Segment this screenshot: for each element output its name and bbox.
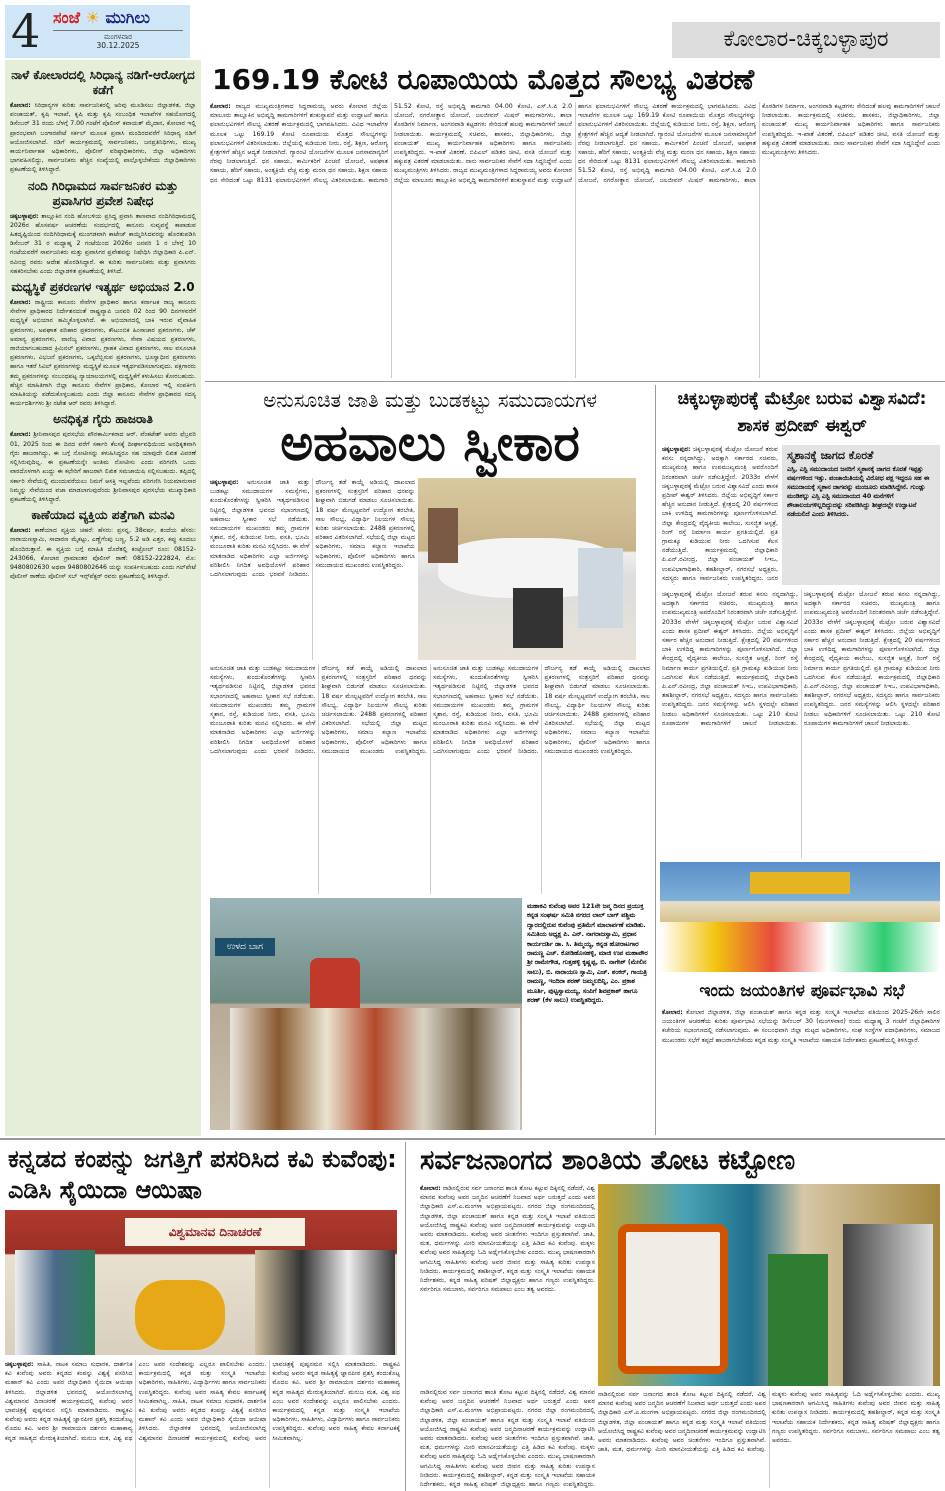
lead-body: [210, 102, 940, 378]
issue-day: ಮಂಗಳವಾರ: [53, 30, 183, 42]
divider: [205, 381, 945, 382]
photo-banner: ಉಳದ ಬಾಗ: [215, 938, 275, 956]
article-text: ಅನುಸೂಚಿತ ಜಾತಿ ಮತ್ತು ಬುಡಕಟ್ಟು ಸಮುದಾಯಗಳ ಸಮಸ್ಯೆಗಳು, ಕುಂದುಕೊರತೆಗಳನ್ನು ಸ್ವೀಕರಿಸಿ ಇತ್ಯರ್ಥಪಡಿಸುವ ನಿಟ್ಟಿನಲ್ಲಿ ಜಿಲ್ಲಾಡಳಿತ ಭವನದ ಸಭಾಂಗಣದಲ್ಲಿ ಅಹವಾಲು ಸ್ವೀಕಾರ ಸಭೆ ನಡೆಯಿತು. ಸಮುದಾಯಗಳ ಮುಖಂಡರು ತಮ್ಮ ಗ್ರಾಮಗಳ ಸ್ಮಶಾನ, ರಸ್ತೆ, ಕುಡಿಯುವ ನೀರು, ವಸತಿ, ಭೂಮಿ ಮಂಜೂರಾತಿ ಕುರಿತು ಮನವಿ ಸಲ್ಲಿಸಿದರು. ಈ ವೇಳೆ ಮಾತನಾಡಿದ ಅಧಿಕಾರಿಗಳು ಎಲ್ಲಾ ಅರ್ಜಿಗಳನ್ನು ಪರಿಶೀಲಿಸಿ ನಿಗದಿತ ಅವಧಿಯೊಳಗೆ ಪರಿಹಾರ ಒದಗಿಸಲಾಗುವುದು ಎಂದು ಭರವಸೆ ನೀಡಿದರು. ದೌರ್ಜನ್ಯ ತಡೆ ಕಾಯ್ದೆ ಅಡಿಯಲ್ಲಿ ದಾಖಲಾದ ಪ್ರಕರಣಗಳಲ್ಲಿ ಸಂತ್ರಸ್ತರಿಗೆ ಪರಿಹಾರ ಧನವನ್ನು ಶೀಘ್ರವಾಗಿ ಬಿಡುಗಡೆ ಮಾಡಲು ಸೂಚಿಸಲಾಯಿತು. 18 ವರ್ಷ ಮೇಲ್ಪಟ್ಟವರಿಗೆ ಉದ್ಯೋಗ ತರಬೇತಿ, ಸಾಲ ಸೌಲಭ್ಯ, ವಿದ್ಯಾರ್ಥಿ ನಿಲಯಗಳ ಸೌಲಭ್ಯ ಕುರಿತು ಚರ್ಚಿಸಲಾಯಿತು. 2488 ಪ್ರಕರಣಗಳಲ್ಲಿ ಪರಿಹಾರ ವಿತರಿಸಲಾಗಿದೆ. ಸಭೆಯಲ್ಲಿ ಜಿಲ್ಲಾ ಮಟ್ಟದ ಅಧಿಕಾರಿಗಳು, ಸಮಾಜ ಕಲ್ಯಾಣ ಇಲಾಖೆಯ ಅಧಿಕಾರಿಗಳು, ಪೊಲೀಸ್ ಅಧಿಕಾರಿಗಳು ಹಾಗೂ ಸಮುದಾಯದ ಮುಖಂಡರು ಉಪಸ್ಥಿತರಿದ್ದರು.: [210, 479, 415, 579]
brief-headline: ಅನಧಿಕೃತ ಗೈರು ಹಾಜರಾತಿ: [53, 412, 153, 427]
flowers-shape: [660, 922, 940, 972]
story6-body-continued: [598, 1390, 940, 1488]
person-shape: [578, 548, 623, 628]
sidebar-briefs: [5, 60, 201, 1136]
flowers-shape: [135, 1280, 225, 1350]
story6-body-continued: [420, 1388, 595, 1488]
box-headline: ಸ್ಮಶಾನಕ್ಕೆ ಜಾಗದ ಕೊರತೆ: [787, 449, 874, 462]
brief-text: ರಾಷ್ಟ್ರೀಯ ಕಾನೂನು ಸೇವೆಗಳ ಪ್ರಾಧಿಕಾರ ಹಾಗೂ ಕರ್ನಾಟಕ ರಾಜ್ಯ ಕಾನೂನು ಸೇವೆಗಳ ಪ್ರಾಧಿಕಾರದ ನಿರ್ದೇಶನದಂತೆ ರಾಷ್ಟ್ರವ್ಯಾಪಿ ಜನವರಿ 02 ರಿಂದ 90 ದಿನಗಳವರೆಗೆ ಮಧ್ಯಸ್ಥಿಕೆ ಅಭಿಯಾನ ಹಮ್ಮಿಕೊಳ್ಳಲಾಗಿದೆ. ಈ ಅಭಿಯಾನದಲ್ಲಿ ಬಾಕಿ ಇರುವ ವೈವಾಹಿಕ ಪ್ರಕರಣಗಳು, ಅಪಘಾತ ಪರಿಹಾರ ಪ್ರಕರಣಗಳು, ಕೌಟುಂಬಿಕ ಹಿಂಸಾಚಾರ ಪ್ರಕರಣಗಳು, ಚೆಕ್ ಅಮಾನ್ಯ ಪ್ರಕರಣಗಳು, ವಾಣಿಜ್ಯ ವಿವಾದ ಪ್ರಕರಣಗಳು, ಸೇವಾ ವಿಷಯದ ಪ್ರಕರಣಗಳು, ರಾಜಿಯಾಗಬಹುದಾದ ಕ್ರಿಮಿನಲ್ ಪ್ರಕರಣಗಳು, ಗ್ರಾಹಕ ವಿವಾದ ಪ್ರಕರಣಗಳು, ಸಾಲ ವಸೂಲಾತಿ ಪ್ರಕರಣಗಳು, ವಿಭಜನೆ ಪ್ರಕರಣಗಳು, ಒಕ್ಕಲೆಬ್ಬಿಸುವ ಪ್ರಕರಣಗಳು, ಭೂಸ್ವಾಧೀನ ಪ್ರಕರಣಗಳು ಹಾಗೂ ಇತರೆ ಸಿವಿಲ್ ಪ್ರಕರಣಗಳನ್ನು ಮಧ್ಯಸ್ಥಿಕೆ ಮೂಲಕ ಇತ್ಯರ್ಥಪಡಿಸಲಾಗುವುದು. ಪಕ್ಷಗಾರರು ತಮ್ಮ ಪ್ರಕರಣಗಳನ್ನು ಸಂಬಂಧಪಟ್ಟ ನ್ಯಾಯಾಲಯಗಳಲ್ಲಿ ಮಧ್ಯಸ್ಥಿಕೆಗೆ ಕಳುಹಿಸಲು ಕೋರಬಹುದು. ಹೆಚ್ಚಿನ ಮಾಹಿತಿಗಾಗಿ ಜಿಲ್ಲಾ ಕಾನೂನು ಸೇವೆಗಳ ಪ್ರಾಧಿಕಾರ, ಕೋಲಾರ ಇಲ್ಲಿ ಸಂಪರ್ಕಿಸಿ ಮಾಹಿತಿಯನ್ನು ಪಡೆದುಕೊಳ್ಳಬಹುದು ಎಂದು ಜಿಲ್ಲಾ ಕಾನೂನು ಸೇವೆಗಳ ಪ್ರಾಧಿಕಾರದ ಸದಸ್ಯ ಕಾರ್ಯದರ್ಶಿಗಳು ಶ್ರೀ ನಟೇಶ ಆರ್ ರವರು ತಿಳಿಸಿದ್ದಾರೆ.: [10, 299, 196, 408]
story5-body: [5, 1360, 400, 1488]
person-shape: [843, 1224, 933, 1386]
story6-headline: ಸರ್ವಜನಾಂಗದ ಶಾಂತಿಯ ತೋಟ ಕಟ್ಟೋಣ: [420, 1145, 796, 1176]
brief-headline: ಮಧ್ಯಸ್ಥಿಕೆ ಪ್ರಕರಣಗಳ ಇತ್ಯರ್ಥ ಅಭಿಯಾನ 2.0: [11, 280, 195, 295]
dateline: ಚಿಕ್ಕಬಳ್ಳಾಪುರ:: [662, 446, 691, 453]
brand-part2: ಮುಗಿಲು: [105, 8, 150, 27]
story2-body: [210, 478, 415, 660]
person-shape: [768, 1254, 828, 1386]
dateline: ಕೋಲಾರ:: [10, 299, 31, 307]
article-text: ನಾಡಿನಲ್ಲಿರುವ ಸರ್ವ ಜನಾಂಗದ ಶಾಂತಿ ತೋಟ ಕಟ್ಟುವ ದಿಕ್ಕಿನಲ್ಲಿ ನಡೆದರೆ, ವಿಶ್ವ ಮಾನವ ಕುವೆಂಪು ಅವರ ಜನ್ಮದಿನ ಆಚರಣೆಗೆ ನಿಜವಾದ ಅರ್ಥ ಬರುತ್ತದೆ ಎಂದು ಅಪರ ಜಿಲ್ಲಾಧಿಕಾರಿ ಎಸ್.ಎ.ಮಂಗಳಾ ಅಭಿಪ್ರಾಯಪಟ್ಟರು. ನಗರದ ಜಿಲ್ಲಾ ರಂಗಮಂದಿರದಲ್ಲಿ ಜಿಲ್ಲಾಡಳಿತ, ಜಿಲ್ಲಾ ಪಂಚಾಯತ್ ಹಾಗೂ ಕನ್ನಡ ಮತ್ತು ಸಂಸ್ಕೃತಿ ಇಲಾಖೆ ವತಿಯಿಂದ ಆಯೋಜಿಸಿದ್ದ ರಾಷ್ಟ್ರಕವಿ ಕುವೆಂಪು ಅವರ ಜನ್ಮದಿನಾಚರಣೆ ಕಾರ್ಯಕ್ರಮವನ್ನು ಉದ್ಘಾಟಿಸಿ ಅವರು ಮಾತನಾಡಿದರು. ಕುವೆಂಪು ಅವರ ಚಿಂತನೆಗಳು ಇಂದಿಗೂ ಪ್ರಸ್ತುತವಾಗಿವೆ. ಜಾತಿ, ಮತ, ಧರ್ಮಗಳನ್ನು ಮೀರಿ ಮಾನವೀಯತೆಯನ್ನು ಎತ್ತಿ ಹಿಡಿದ ಕವಿ ಕುವೆಂಪು. ಮಕ್ಕಳು ಕುವೆಂಪು ಅವರ ಸಾಹಿತ್ಯವನ್ನು ಓದಿ ಅರ್ಥೈಸಿಕೊಳ್ಳಬೇಕು ಎಂದರು. ಮುಖ್ಯ ಭಾಷಣಕಾರರಾಗಿ ಆಗಮಿಸಿದ್ದ ಸಾಹಿತಿಗಳು ಕುವೆಂಪು ಅವರ ಜೀವನ ಮತ್ತು ಸಾಹಿತ್ಯ ಕುರಿತು ಉಪನ್ಯಾಸ ನೀಡಿದರು. ಕಾರ್ಯಕ್ರಮದಲ್ಲಿ ತಹಶೀಲ್ದಾರ್, ಕನ್ನಡ ಮತ್ತು ಸಂಸ್ಕೃತಿ ಇಲಾಖೆಯ ಸಹಾಯಕ ನಿರ್ದೇಶಕರು, ಕನ್ನಡ ಸಾಹಿತ್ಯ ಪರಿಷತ್ ಜಿಲ್ಲಾಧ್ಯಕ್ಷರು ಹಾಗೂ ಗಣ್ಯರು ಉಪಸ್ಥಿತರಿದ್ದರು. ಸರ್ವರಿಗೂ ಸಮಬಾಳು, ಸರ್ವರಿಗೂ ಸಮಪಾಲು ಎಂಬ ತತ್ವ ಅವರದು.: [598, 1391, 940, 1454]
story4-headline: ಇಂದು ಜಯಂತಿಗಳ ಪೂರ್ವಭಾವಿ ಸಭೆ: [699, 981, 905, 1001]
metro-event-photo: [660, 862, 940, 972]
brief-text: ತಾಲ್ಲೂಕಿನ ನಂದಿ ಹೋಬಳಿಯ ಪ್ರಸಿದ್ಧ ಪ್ರವಾಸಿ ತಾಣವಾದ ನಂದಿಗಿರಿಧಾಮದಲ್ಲಿ 2026ರ ಹೊಸವರ್ಷ ಆಚರಣೆಯ ಸಂದರ್ಭದಲ್ಲಿ ಕಾನೂನು ಸುವ್ಯವಸ್ಥೆ ಕಾಪಾಡುವ ಹಿತದೃಷ್ಟಿಯಿಂದ ನಂದಿಗಿರಿಧಾಮಕ್ಕೆ ಮುಂಗಡವಾಗಿ ಕಾಟೇಜ್ ಕಾಯ್ದಿರಿಸಿದವರನ್ನು ಹೊರತುಪಡಿಸಿ ಡಿಸೆಂಬರ್ 31 ರ ಮಧ್ಯಾಹ್ನ 2 ಗಂಟೆಯಿಂದ 2026ರ ಜನವರಿ 1 ರ ಬೆಳಗ್ಗೆ 10 ಗಂಟೆಯವರೆಗೆ ಸಾರ್ವಜನಿಕರು ಮತ್ತು ಪ್ರವಾಸಿಗರ ಪ್ರವೇಶವನ್ನು ನಿಷೇಧಿಸಿ ಜಿಲ್ಲಾಧಿಕಾರಿ ಪಿ.ಎನ್. ರವೀಂದ್ರ ರವರು ಆದೇಶ ಹೊರಡಿಸಿದ್ದಾರೆ. ಈ ಕುರಿತು ಸಾರ್ವಜನಿಕರು ಮತ್ತು ಪ್ರವಾಸಿಗರು ಸಹಕರಿಸಬೇಕು ಎಂದು ಜಿಲ್ಲಾಡಳಿತ ಪ್ರಕಟಣೆಯಲ್ಲಿ ತಿಳಿಸಿದೆ.: [10, 212, 196, 275]
article-text: ಚಿಕ್ಕಬಳ್ಳಾಪುರಕ್ಕೆ ಮೆಟ್ರೋ ಯೋಜನೆ ತರುವ ಕನಸು ನನ್ನದಾಗಿದ್ದು, ಅದಕ್ಕಾಗಿ ಸರ್ಕಾರದ ಸಚಿವರು, ಮುಖ್ಯಮಂತ್ರಿ ಹಾಗೂ ಉಪಮುಖ್ಯಮಂತ್ರಿ ಅವರೊಂದಿಗೆ ನಿರಂತರವಾಗಿ ಚರ್ಚೆ ನಡೆಸುತ್ತಿದ್ದೇನೆ. 2033ರ ವೇಳೆಗೆ ಚಿಕ್ಕಬಳ್ಳಾಪುರಕ್ಕೆ ಮೆಟ್ರೋ ಬರುವ ವಿಶ್ವಾಸವಿದೆ ಎಂದು ಶಾಸಕ ಪ್ರದೀಪ್ ಈಶ್ವರ್ ತಿಳಿಸಿದರು. ಜಿಲ್ಲೆಯ ಅಭಿವೃದ್ಧಿಗೆ ಸರ್ಕಾರ ಹೆಚ್ಚಿನ ಅನುದಾನ ನೀಡುತ್ತಿದೆ. ಕ್ಷೇತ್ರದಲ್ಲಿ 20 ವರ್ಷಗಳಿಂದ ಬಾಕಿ ಉಳಿದಿದ್ದ ಕಾಮಗಾರಿಗಳನ್ನು ಪೂರ್ಣಗೊಳಿಸಲಾಗಿದೆ. ಜಿಲ್ಲಾ ಕೇಂದ್ರದಲ್ಲಿ ವೈದ್ಯಕೀಯ ಕಾಲೇಜು, ಸುಸಜ್ಜಿತ ಆಸ್ಪತ್ರೆ, ರಿಂಗ್ ರಸ್ತೆ ನಿರ್ಮಾಣ ಕಾರ್ಯ ಪ್ರಗತಿಯಲ್ಲಿದೆ. ಪ್ರತಿ ಗ್ರಾಮಕ್ಕೂ ಕುಡಿಯುವ ನೀರು ಒದಗಿಸುವ ಕೆಲಸ ನಡೆಯುತ್ತಿದೆ. ಕಾರ್ಯಕ್ರಮದಲ್ಲಿ ಜಿಲ್ಲಾಧಿಕಾರಿ ಪಿ.ಎನ್.ರವೀಂದ್ರ, ಜಿಲ್ಲಾ ಪಂಚಾಯತ್ ಸಿಇಒ, ಉಪವಿಭಾಗಾಧಿಕಾರಿ, ತಹಶೀಲ್ದಾರ್, ನಗರಸಭೆ ಅಧ್ಯಕ್ಷರು, ಸದಸ್ಯರು ಹಾಗೂ ಸಾರ್ವಜನಿಕರು ಉಪಸ್ಥಿತರಿದ್ದರು. ಜನರ ಸಮಸ್ಯೆಗಳನ್ನು ಆಲಿಸಿ ಸ್ಥಳದಲ್ಲೇ ಪರಿಹಾರ ನೀಡಲು ಅಧಿಕಾರಿಗಳಿಗೆ ಸೂಚಿಸಲಾಯಿತು. ಒಟ್ಟು 210 ಕೋಟಿ ರೂಪಾಯಿಗಳ ಕಾಮಗಾರಿಗಳಿಗೆ ಚಾಲನೆ ನೀಡಲಾಯಿತು.: [804, 591, 940, 727]
issue-date: 30.12.2025: [96, 41, 140, 50]
people-shape: [255, 1250, 395, 1355]
kuvempu-portrait-photo: [598, 1184, 940, 1386]
dateline: ಚಿಕ್ಕಬಳ್ಳಾಪುರ:: [10, 212, 39, 220]
brief-text: ಸಿರಿಧಾನ್ಯಗಳ ಕುರಿತು ಸಾರ್ವಜನಿಕರಲ್ಲಿ ಅರಿವು ಮೂಡಿಸಲು ಜಿಲ್ಲಾಡಳಿತ, ಜಿಲ್ಲಾ ಪಂಚಾಯತ್, ಕೃಷಿ ಇಲಾಖೆ, ಕೃಷಿ ಮತ್ತು ಕೃಷಿ ಸಂಬಂಧಿತ ಇಲಾಖೆಗಳ ಸಹಯೋಗದಲ್ಲಿ ಡಿಸೆಂಬರ್ 31 ರಂದು ಬೆಳಗ್ಗೆ 7.00 ಗಂಟೆಗೆ ಪೊಲೀಸ್ ಕವಾಯತ್ ಮೈದಾನ, ಕೋಲಾರ ಇಲ್ಲಿ ಪ್ರಾರಂಭವಾಗಿ ಬಂಗಾರಪೇಟೆ ಸರ್ಕಲ್ ಮೂಲಕ ಪ್ರವಾಸಿ ಮಂದಿರದವರೆಗೆ ಸಿರಿಧಾನ್ಯ ನಡಿಗೆ ಆಯೋಜಿಸಲಾಗಿದೆ. ನಡಿಗೆ ಕಾರ್ಯಕ್ರಮದಲ್ಲಿ ಸಾರ್ವಜನಿಕರು, ಜನಪ್ರತಿನಿಧಿಗಳು, ಮುಖ್ಯ ಕಾರ್ಯನಿರ್ವಾಹಕ ಅಧಿಕಾರಿಗಳು, ಪೊಲೀಸ್ ವರಿಷ್ಠಾಧಿಕಾರಿಗಳು, ಜಿಲ್ಲಾ ಅಧಿಕಾರಿಗಳು ಭಾಗವಹಿಸಲಿದ್ದು, ಸಾರ್ವಜನಿಕರು ಹೆಚ್ಚಿನ ಸಂಖ್ಯೆಯಲ್ಲಿ ಪಾಲ್ಗೊಳ್ಳಬೇಕೆಂದು ಜಿಲ್ಲಾಧಿಕಾರಿಗಳು ಪ್ರಕಟಣೆಯಲ್ಲಿ ತಿಳಿಸಿದ್ದಾರೆ.: [10, 102, 196, 174]
story3-body-continued: [662, 590, 940, 858]
people-shape: [15, 1250, 95, 1355]
story2-headline: ಅಹವಾಲು ಸ್ವೀಕಾರ: [280, 414, 580, 472]
dateline: ಕೋಲಾರ:: [420, 1185, 441, 1192]
divider: [405, 1142, 406, 1491]
article-text: ಚಿಕ್ಕಬಳ್ಳಾಪುರಕ್ಕೆ ಮೆಟ್ರೋ ಯೋಜನೆ ತರುವ ಕನಸು ನನ್ನದಾಗಿದ್ದು, ಅದಕ್ಕಾಗಿ ಸರ್ಕಾರದ ಸಚಿವರು, ಮುಖ್ಯಮಂತ್ರಿ ಹಾಗೂ ಉಪಮುಖ್ಯಮಂತ್ರಿ ಅವರೊಂದಿಗೆ ನಿರಂತರವಾಗಿ ಚರ್ಚೆ ನಡೆಸುತ್ತಿದ್ದೇನೆ. 2033ರ ವೇಳೆಗೆ ಚಿಕ್ಕಬಳ್ಳಾಪುರಕ್ಕೆ ಮೆಟ್ರೋ ಬರುವ ವಿಶ್ವಾಸವಿದೆ ಎಂದು ಶಾಸಕ ಪ್ರದೀಪ್ ಈಶ್ವರ್ ತಿಳಿಸಿದರು. ಜಿಲ್ಲೆಯ ಅಭಿವೃದ್ಧಿಗೆ ಸರ್ಕಾರ ಹೆಚ್ಚಿನ ಅನುದಾನ ನೀಡುತ್ತಿದೆ. ಕ್ಷೇತ್ರದಲ್ಲಿ 20 ವರ್ಷಗಳಿಂದ ಬಾಕಿ ಉಳಿದಿದ್ದ ಕಾಮಗಾರಿಗಳನ್ನು ಪೂರ್ಣಗೊಳಿಸಲಾಗಿದೆ. ಜಿಲ್ಲಾ ಕೇಂದ್ರದಲ್ಲಿ ವೈದ್ಯಕೀಯ ಕಾಲೇಜು, ಸುಸಜ್ಜಿತ ಆಸ್ಪತ್ರೆ, ರಿಂಗ್ ರಸ್ತೆ ನಿರ್ಮಾಣ ಕಾರ್ಯ ಪ್ರಗತಿಯಲ್ಲಿದೆ. ಪ್ರತಿ ಗ್ರಾಮಕ್ಕೂ ಕುಡಿಯುವ ನೀರು ಒದಗಿಸುವ ಕೆಲಸ ನಡೆಯುತ್ತಿದೆ. ಕಾರ್ಯಕ್ರಮದಲ್ಲಿ ಜಿಲ್ಲಾಧಿಕಾರಿ ಪಿ.ಎನ್.ರವೀಂದ್ರ, ಜಿಲ್ಲಾ ಪಂಚಾಯತ್ ಸಿಇಒ, ಉಪವಿಭಾಗಾಧಿಕಾರಿ, ತಹಶೀಲ್ದಾರ್, ನಗರಸಭೆ ಅಧ್ಯಕ್ಷರು, ಸದಸ್ಯರು ಹಾಗೂ ಸಾರ್ವಜನಿಕರು ಉಪಸ್ಥಿತರಿದ್ದರು. ಜನರ ಸಮಸ್ಯೆಗಳನ್ನು ಆಲಿಸಿ ಸ್ಥಳದಲ್ಲೇ ಪರಿಹಾರ ನೀಡಲು ಅಧಿಕಾರಿಗಳಿಗೆ ಸೂಚಿಸಲಾಯಿತು. ಒಟ್ಟು 210 ಕೋಟಿ ರೂಪಾಯಿಗಳ ಕಾಮಗಾರಿಗಳಿಗೆ ಚಾಲನೆ ನೀಡಲಾಯಿತು.: [662, 591, 798, 727]
story3-headline: ಚಿಕ್ಕಬಳ್ಳಾಪುರಕ್ಕೆ ಮೆಟ್ರೋ ಬರುವ ವಿಶ್ವಾಸವಿದೆ: ಶಾಸಕ ಪ್ರದೀಪ್ ಈಶ್ವರ್: [677, 389, 927, 436]
story5-headline: ಕನ್ನಡದ ಕಂಪನ್ನು ಜಗತ್ತಿಗೆ ಪಸರಿಸಿದ ಕವಿ ಕುವೆಂಪು: ಎಡಿಸಿ ಸೈಯಿದಾ ಆಯಿಷಾ: [8, 1145, 397, 1204]
brand-part1: ಸಂಜೆ: [53, 8, 80, 27]
dateline: ಕೋಲಾರ:: [10, 527, 31, 535]
section-label: ಕೋಲಾರ-ಚಿಕ್ಕಬಳ್ಳಾಪುರ: [672, 22, 940, 58]
kuvempu-statue-photo: [210, 898, 522, 1130]
story6-body: [420, 1184, 595, 1384]
divider: [0, 1138, 945, 1140]
story2-body-continued: [210, 664, 650, 894]
brief-body: [10, 101, 196, 175]
brief-body: [10, 298, 196, 408]
brief-text: ಕಾಣೆಯಾದ ವ್ಯಕ್ತಿಯ ಚಹರೆ: ಹೆಸರು: ಪ್ರಸನ್ನ, 38ವರ್ಷ, ತಂದೆಯ ಹೆಸರು: ನಾರಾಯಣಸ್ವಾಮಿ, ಸಾದಾರಣ ಮೈಕಟ್ಟು, ಎಣ್ಣೆಗೆಂಪು ಬಣ್ಣ, 5.2 ಅಡಿ ಎತ್ತರ, ಕಪ್ಪು ಕೂದಲು ಹೊಂದಿರುತ್ತಾನೆ. ಈ ವ್ಯಕ್ತಿಯ ಬಗ್ಗೆ ಮಾಹಿತಿ ದೊರೆತಲ್ಲಿ ಕಂಟ್ರೋಲ್ ರೂಂ: 08152-243066, ಕೋಲಾರ ಗ್ರಾಮಾಂತರ ಪೊಲೀಸ್ ಠಾಣೆ: 08152-222824, ಮೊ: 9480802630 ಅಥವಾ 9480802646 ಯನ್ನು ಸಂಪರ್ಕಿಸಬಹುದು ಎಂದು ಗಲ್‌ಪೇಟೆ ಪೊಲೀಸ್ ಠಾಣೆಯ ಪೊಲೀಸ್ ಸಬ್ ಇನ್ಸ್‌ಪೆಕ್ಟರ್ ರವರು ಪ್ರಕಟಣೆಯಲ್ಲಿ ತಿಳಿಸಿದ್ದಾರೆ.: [10, 527, 196, 581]
article-text: ಕೋಲಾರ ಜಿಲ್ಲಾಡಳಿತ, ಜಿಲ್ಲಾ ಪಂಚಾಯತ್ ಹಾಗೂ ಕನ್ನಡ ಮತ್ತು ಸಂಸ್ಕೃತಿ ಇಲಾಖೆಯ ವತಿಯಿಂದ 2025-26ನೇ ಸಾಲಿನ ಜಯಂತಿಗಳ ಆಚರಣೆಯ ಕುರಿತು ಪೂರ್ವಭಾವಿ ಸಭೆಯನ್ನು ಡಿಸೆಂಬರ್ 30 (ಮಂಗಳವಾರ) ರಂದು ಮಧ್ಯಾಹ್ನ 3 ಗಂಟೆಗೆ ಜಿಲ್ಲಾಧಿಕಾರಿಗಳ ಕಚೇರಿಯ ಸಭಾಂಗಣದಲ್ಲಿ ನಡೆಸಲಾಗುವುದು. ಈ ಸಂಬಂಧವಾಗಿ ಜಿಲ್ಲಾ ಮಟ್ಟದ ಅಧಿಕಾರಿಗಳು, ಸಂಘ ಸಂಸ್ಥೆಗಳ ಪದಾಧಿಕಾರಿಗಳು, ಸಮಾಜದ ಮುಖಂಡರು ಸಭೆಗೆ ತಪ್ಪದೆ ಹಾಜರಾಗಬೇಕೆಂದು ಕನ್ನಡ ಮತ್ತು ಸಂಸ್ಕೃತಿ ಇಲಾಖೆಯ ಸಹಾಯಕ ನಿರ್ದೇಶಕರು ಪ್ರಕಟಣೆಯಲ್ಲಿ ತಿಳಿಸಿದ್ದಾರೆ.: [662, 1009, 940, 1044]
lead-headline: 169.19 ಕೋಟಿ ರೂಪಾಯಿಯ ಮೊತ್ತದ ಸೌಲಭ್ಯ ವಿತರಣೆ: [212, 63, 755, 96]
people-shape: [230, 1008, 520, 1130]
story4-body: [662, 1008, 940, 1134]
article-text: ರಾಜ್ಯದ ಮುಖ್ಯಮಂತ್ರಿಗಳಾದ ಸಿದ್ದರಾಮಯ್ಯ ಅವರು ಕೋಲಾರ ಜಿಲ್ಲೆಯ ಮಾಲೂರು ತಾಲ್ಲೂಕಿನ ಅಭಿವೃದ್ಧಿ ಕಾಮಗಾರಿಗಳಿಗೆ ಶಂಕುಸ್ಥಾಪನೆ ಮತ್ತು ಉದ್ಘಾಟನೆ ಹಾಗೂ ಫಲಾನುಭವಿಗಳಿಗೆ ಸೌಲಭ್ಯ ವಿತರಣೆ ಕಾರ್ಯಕ್ರಮದಲ್ಲಿ ಭಾಗವಹಿಸಿದರು. ವಿವಿಧ ಇಲಾಖೆಗಳ ಮೂಲಕ ಒಟ್ಟು 169.19 ಕೋಟಿ ರೂಪಾಯಿಯ ಮೊತ್ತದ ಸೌಲಭ್ಯಗಳನ್ನು ಫಲಾನುಭವಿಗಳಿಗೆ ವಿತರಿಸಲಾಯಿತು. ಜಿಲ್ಲೆಯಲ್ಲಿ ಕುಡಿಯುವ ನೀರು, ರಸ್ತೆ, ಶಿಕ್ಷಣ, ಆರೋಗ್ಯ ಕ್ಷೇತ್ರಗಳಿಗೆ ಹೆಚ್ಚಿನ ಆದ್ಯತೆ ನೀಡಲಾಗಿದೆ. ಗ್ಯಾರಂಟಿ ಯೋಜನೆಗಳ ಮೂಲಕ ಜನಸಾಮಾನ್ಯರಿಗೆ ನೆರವು ನೀಡಲಾಗುತ್ತಿದೆ. ಧನ ಸಹಾಯ, ಕಾರ್ಮಿಕರಿಗೆ ಪಿಂಚಣಿ ಯೋಜನೆ, ಅಪಘಾತ ಸಹಾಯ, ಹೆರಿಗೆ ಸಹಾಯ, ಅಂತ್ಯಕ್ರಿಯೆ ವೆಚ್ಚ ಮತ್ತು ಮರಣ ಧನ ಸಹಾಯ, ಶಿಕ್ಷಣ ಸಹಾಯ ಧನ ಸೇರಿದಂತೆ ಒಟ್ಟು 8131 ಫಲಾನುಭವಿಗಳಿಗೆ ಸೌಲಭ್ಯ ವಿತರಿಸಲಾಯಿತು. ಕಾಮಗಾರಿ 51.52 ಕೋಟಿ, ರಸ್ತೆ ಅಭಿವೃದ್ಧಿ ಕಾಮಗಾರಿ 04.00 ಕೋಟಿ, ಎಸ್.ಸಿ.ಪಿ 2.0 ಯೋಜನೆ, ನಗರೋತ್ಥಾನ ಯೋಜನೆ, ಜಲಜೀವನ್ ಮಿಷನ್ ಕಾಮಗಾರಿಗಳು, ಶಾಲಾ ಕೊಠಡಿಗಳ ನಿರ್ಮಾಣ, ಅಂಗನವಾಡಿ ಕಟ್ಟಡಗಳು ಸೇರಿದಂತೆ ಹಲವು ಕಾಮಗಾರಿಗಳಿಗೆ ಚಾಲನೆ ನೀಡಲಾಯಿತು. ಕಾರ್ಯಕ್ರಮದಲ್ಲಿ ಸಚಿವರು, ಶಾಸಕರು, ಜಿಲ್ಲಾಧಿಕಾರಿಗಳು, ಜಿಲ್ಲಾ ಪಂಚಾಯತ್ ಮುಖ್ಯ ಕಾರ್ಯನಿರ್ವಾಹಕ ಅಧಿಕಾರಿಗಳು ಹಾಗೂ ಸಾರ್ವಜನಿಕರು ಉಪಸ್ಥಿತರಿದ್ದರು. ಇ-ಖಾತೆ ವಿತರಣೆ, ಬಿಪಿಎಲ್ ಪಡಿತರ ಚೀಟಿ, ವಸತಿ ಯೋಜನೆ ಮತ್ತು ಹಕ್ಕುಪತ್ರ ವಿತರಣೆ ಮಾಡಲಾಯಿತು. ನಾನು ಸಾರ್ವಜನಿಕರ ಸೇವೆಗೆ ಸದಾ ಸಿದ್ಧನಿದ್ದೇನೆ ಎಂದು ಮುಖ್ಯಮಂತ್ರಿಗಳು ತಿಳಿಸಿದರು.: [210, 103, 572, 184]
brief-text: ಶ್ರೀನಿವಾಸಪುರ ಪುರಸಭೆಯ ಪೌರಕಾರ್ಮಿಕರಾದ ಆರ್. ವೆಂಕಟೇಶ್ ಅವರು ಫೆಬ್ರವರಿ 01, 2025 ರಿಂದ ಈ ದಿನದ ವರೆಗೆ ಸರ್ಕಾರಿ ಕೆಲಸಕ್ಕೆ ದೀರ್ಘಾವಧಿಯಿಂದ ಅನಧಿಕೃತವಾಗಿ ಗೈರು ಹಾಜರಾಗಿದ್ದು, ಈ ಬಗ್ಗೆ ನೋಟೀಸನ್ನು ಕಳುಹಿಸಿದ್ದರೂ ಸಹ ಯಾವುದೇ ಲಿಖಿತ ವಿವರಣೆ ಸಲ್ಲಿಸಿರುವುದಿಲ್ಲ. ಈ ಪ್ರಕಟಣೆಯನ್ನೇ ಅಂತಿಮ ನೋಟೀಸು ಎಂದು ಪರಿಗಣಿಸಿ ಒಂದು ವಾರದೊಳಗಾಗಿ ಖುದ್ದು ಈ ಕಛೇರಿಗೆ ಹಾಜರಾಗಿ ಲಿಖಿತ ಸಮಜಾಯಿಷಿ ಸಲ್ಲಿಸಬಹುದು. ತಪ್ಪಿದಲ್ಲಿ ಸರ್ಕಾರಿ ಸೇವೆಯಲ್ಲಿ ಮುಂದುವರೆಯಲು ನಿಮಗೆ ಆಸಕ್ತಿ ಇಲ್ಲವೆಂದು ಪರಿಗಣಿಸಿ ನಿಯಮಾನುಸಾರ ನಿಮ್ಮನ್ನು ಸೇವೆಯಿಂದ ವಜಾ ಮಾಡಲಾಗುವುದೆಂದು ಶ್ರೀನಿವಾಸಪುರ ಪುರಸಭೆಯ ಮುಖ್ಯಾಧಿಕಾರಿ ಪ್ರಕಟಣೆಯಲ್ಲಿ ತಿಳಿಸಿದ್ದಾರೆ.: [10, 431, 196, 503]
kuvempu-day-photo: [5, 1210, 397, 1355]
dateline: ಚಿಕ್ಕಬಳ್ಳಾಪುರ:: [5, 1361, 34, 1368]
box-text: ಎಸ್ಸಿ, ಎಸ್ಟಿ ಸಮುದಾಯದ ಜನರಿಗೆ ಸ್ಮಶಾನಕ್ಕೆ ಜಾಗದ ಕೊರತೆ ಇಪ್ಪತ್ತು ವರ್ಷಗಳಿಂದ ಇತ್ತು. ಪಂಚಾಯಿತಿಯಲ್ಲಿ ವಿರೋಧ ಪಕ್ಷ ಇದ್ದರೂ ಸಹ ಈ ಸಮುದಾಯಕ್ಕೆ ಸ್ಮಶಾನ ಜಾಗವನ್ನು ಮಂಜೂರು ಮಾಡಿಸಿದ್ದೇನೆ. ಗುಂಡ್ಲು ಮಂಡಿಕಲ್ಲು ಎಸ್ಸಿ ಎಸ್ಟಿ ಸಮುದಾಯದ 40 ಮನೆಗಳಿಗೆ ಶೌಚಾಲಯಗಳಿಲ್ಲದಿದ್ದುದನ್ನು ಸರಿಪಡಿಸಿದ್ದು ಶೀಘ್ರದಲ್ಲೇ ಉದ್ಘಾಟನೆ ನಡೆಯಲಿದೆ ಎಂದು ತಿಳಿಸಿದರು.: [787, 466, 930, 518]
story2-kicker: ಅನುಸೂಚಿತ ಜಾತಿ ಮತ್ತು ಬುಡಕಟ್ಟು ಸಮುದಾಯಗಳ: [263, 388, 597, 412]
event-banner: ವಿಶ್ವಮಾನವ ದಿನಾಚರಣೆ: [125, 1218, 305, 1246]
story3-body: [662, 445, 778, 585]
masthead-logo: [5, 5, 190, 58]
brief-headline: ನಂದಿ ಗಿರಿಧಾಮದ ಸಾರ್ವಜನಿಕರ ಮತ್ತು ಪ್ರವಾಸಿಗರ ಪ್ರವೇಶ ನಿಷೇಧ: [28, 178, 178, 208]
brief-headline: ಕಾಣೆಯಾದ ವ್ಯಕ್ತಿಯ ಪತ್ತೆಗಾಗಿ ಮನವಿ: [31, 508, 175, 523]
dateline: ಚಿಕ್ಕಬಳ್ಳಾಪುರ:: [210, 479, 239, 486]
article-text: ಅನುಸೂಚಿತ ಜಾತಿ ಮತ್ತು ಬುಡಕಟ್ಟು ಸಮುದಾಯಗಳ ಸಮಸ್ಯೆಗಳು, ಕುಂದುಕೊರತೆಗಳನ್ನು ಸ್ವೀಕರಿಸಿ ಇತ್ಯರ್ಥಪಡಿಸುವ ನಿಟ್ಟಿನಲ್ಲಿ ಜಿಲ್ಲಾಡಳಿತ ಭವನದ ಸಭಾಂಗಣದಲ್ಲಿ ಅಹವಾಲು ಸ್ವೀಕಾರ ಸಭೆ ನಡೆಯಿತು. ಸಮುದಾಯಗಳ ಮುಖಂಡರು ತಮ್ಮ ಗ್ರಾಮಗಳ ಸ್ಮಶಾನ, ರಸ್ತೆ, ಕುಡಿಯುವ ನೀರು, ವಸತಿ, ಭೂಮಿ ಮಂಜೂರಾತಿ ಕುರಿತು ಮನವಿ ಸಲ್ಲಿಸಿದರು. ಈ ವೇಳೆ ಮಾತನಾಡಿದ ಅಧಿಕಾರಿಗಳು ಎಲ್ಲಾ ಅರ್ಜಿಗಳನ್ನು ಪರಿಶೀಲಿಸಿ ನಿಗದಿತ ಅವಧಿಯೊಳಗೆ ಪರಿಹಾರ ಒದಗಿಸಲಾಗುವುದು ಎಂದು ಭರವಸೆ ನೀಡಿದರು. ದೌರ್ಜನ್ಯ ತಡೆ ಕಾಯ್ದೆ ಅಡಿಯಲ್ಲಿ ದಾಖಲಾದ ಪ್ರಕರಣಗಳಲ್ಲಿ ಸಂತ್ರಸ್ತರಿಗೆ ಪರಿಹಾರ ಧನವನ್ನು ಶೀಘ್ರವಾಗಿ ಬಿಡುಗಡೆ ಮಾಡಲು ಸೂಚಿಸಲಾಯಿತು. 18 ವರ್ಷ ಮೇಲ್ಪಟ್ಟವರಿಗೆ ಉದ್ಯೋಗ ತರಬೇತಿ, ಸಾಲ ಸೌಲಭ್ಯ, ವಿದ್ಯಾರ್ಥಿ ನಿಲಯಗಳ ಸೌಲಭ್ಯ ಕುರಿತು ಚರ್ಚಿಸಲಾಯಿತು. 2488 ಪ್ರಕರಣಗಳಲ್ಲಿ ಪರಿಹಾರ ವಿತರಿಸಲಾಗಿದೆ. ಸಭೆಯಲ್ಲಿ ಜಿಲ್ಲಾ ಮಟ್ಟದ ಅಧಿಕಾರಿಗಳು, ಸಮಾಜ ಕಲ್ಯಾಣ ಇಲಾಖೆಯ ಅಧಿಕಾರಿಗಳು, ಪೊಲೀಸ್ ಅಧಿಕಾರಿಗಳು ಹಾಗೂ ಸಮುದಾಯದ ಮುಖಂಡರು ಉಪಸ್ಥಿತರಿದ್ದರು.: [433, 665, 650, 755]
article-text: ನಾಡಿನಲ್ಲಿರುವ ಸರ್ವ ಜನಾಂಗದ ಶಾಂತಿ ತೋಟ ಕಟ್ಟುವ ದಿಕ್ಕಿನಲ್ಲಿ ನಡೆದರೆ, ವಿಶ್ವ ಮಾನವ ಕುವೆಂಪು ಅವರ ಜನ್ಮದಿನ ಆಚರಣೆಗೆ ನಿಜವಾದ ಅರ್ಥ ಬರುತ್ತದೆ ಎಂದು ಅಪರ ಜಿಲ್ಲಾಧಿಕಾರಿ ಎಸ್.ಎ.ಮಂಗಳಾ ಅಭಿಪ್ರಾಯಪಟ್ಟರು. ನಗರದ ಜಿಲ್ಲಾ ರಂಗಮಂದಿರದಲ್ಲಿ ಜಿಲ್ಲಾಡಳಿತ, ಜಿಲ್ಲಾ ಪಂಚಾಯತ್ ಹಾಗೂ ಕನ್ನಡ ಮತ್ತು ಸಂಸ್ಕೃತಿ ಇಲಾಖೆ ವತಿಯಿಂದ ಆಯೋಜಿಸಿದ್ದ ರಾಷ್ಟ್ರಕವಿ ಕುವೆಂಪು ಅವರ ಜನ್ಮದಿನಾಚರಣೆ ಕಾರ್ಯಕ್ರಮವನ್ನು ಉದ್ಘಾಟಿಸಿ ಅವರು ಮಾತನಾಡಿದರು. ಕುವೆಂಪು ಅವರ ಚಿಂತನೆಗಳು ಇಂದಿಗೂ ಪ್ರಸ್ತುತವಾಗಿವೆ. ಜಾತಿ, ಮತ, ಧರ್ಮಗಳನ್ನು ಮೀರಿ ಮಾನವೀಯತೆಯನ್ನು ಎತ್ತಿ ಹಿಡಿದ ಕವಿ ಕುವೆಂಪು. ಮಕ್ಕಳು ಕುವೆಂಪು ಅವರ ಸಾಹಿತ್ಯವನ್ನು ಓದಿ ಅರ್ಥೈಸಿಕೊಳ್ಳಬೇಕು ಎಂದರು. ಮುಖ್ಯ ಭಾಷಣಕಾರರಾಗಿ ಆಗಮಿಸಿದ್ದ ಸಾಹಿತಿಗಳು ಕುವೆಂಪು ಅವರ ಜೀವನ ಮತ್ತು ಸಾಹಿತ್ಯ ಕುರಿತು ಉಪನ್ಯಾಸ ನೀಡಿದರು. ಕಾರ್ಯಕ್ರಮದಲ್ಲಿ ತಹಶೀಲ್ದಾರ್, ಕನ್ನಡ ಮತ್ತು ಸಂಸ್ಕೃತಿ ಇಲಾಖೆಯ ಸಹಾಯಕ ನಿರ್ದೇಶಕರು, ಕನ್ನಡ ಸಾಹಿತ್ಯ ಪರಿಷತ್ ಜಿಲ್ಲಾಧ್ಯಕ್ಷರು ಹಾಗೂ ಗಣ್ಯರು ಉಪಸ್ಥಿತರಿದ್ದರು. ಸರ್ವರಿಗೂ ಸಮಬಾಳು, ಸರ್ವರಿಗೂ ಸಮಪಾಲು ಎಂಬ ತತ್ವ ಅವರದು.: [420, 1185, 595, 1294]
sun-icon: ☀: [85, 8, 100, 27]
brief-headline: ನಾಳೆ ಕೋಲಾರದಲ್ಲಿ ಸಿರಿಧಾನ್ಯ ನಡಿಗೆ-ಆರೋಗ್ಯದ ಕಡೆಗೆ: [11, 68, 195, 97]
page-number: 4: [11, 4, 41, 58]
dateline: ಕೋಲಾರ:: [10, 431, 31, 439]
brief-body: [10, 526, 196, 581]
meeting-photo: [418, 478, 636, 660]
photo-caption: ಮಹಾಕವಿ ಕುವೆಂಪು ಅವರ 121ನೇ ಜನ್ಮ ದಿನದ ಪ್ರಯುಕ್ತ ಕನ್ನಡ ಸಂಘರ್ಷ ಸಮಿತಿ ನಗರದ ಲಾಲ್ ಬಾಗ್ ಪಶ್ಚಿಮ ದ್ವಾರದಲ್ಲಿರುವ ಕುವೆಂಪು ಪ್ರತಿಮೆಗೆ ಮಾಲಾರ್ಪಣೆ ಮಾಡಿತು. ಸಮಿತಿಯ ಅಧ್ಯಕ್ಷ ಪಿ. ಎನ್. ನಾಗರಾಜಸ್ವಾಮಿ, ಪ್ರಧಾನ ಕಾರ್ಯದರ್ಶಿ ಡಾ. ಸಿ. ತಿಮ್ಮಯ್ಯ, ಕನ್ನಡ ಹೋರಾಟಗಾರ ರಾಮಣ್ಣ ಎಚ್. ಕೋಡಿಹೊಸಹಳ್ಳಿ, ಮಾಜಿ ಉಪ ಮಹಾಪೌರ ಶ್ರೀ ರಾಮೇಗೌಡ, ಗುತ್ತಹಳ್ಳಿ ಕೃಷ್ಣಪ್ಪ, ಬಿ. ನಾಗೇಶ್ (ಮೇಲಿನ ಸಾಲು), ಬಿ. ನಾರಾಯಣ ಸ್ವಾಮಿ, ಎಚ್. ಶಂಕರ್, ಗಾಯತ್ರಿ ರಾಮಣ್ಣ, ಇಂದಿರಾ ಶರಣ್ ಜಮ್ಮಲದಿನ್ನಿ, ಎಂ. ಪ್ರಕಾಶ ಮೂರ್ತಿ, ಪುಟ್ಟಸ್ವಾಮಯ್ಯ, ಸಂಪಿಗೆ ಶಿವಪ್ರಕಾಶ್ ಹಾಗೂ ಶರಣ್ (ಕೆಳ ಸಾಲು) ಉಪಸ್ಥಿತರಿದ್ದರು.: [527, 903, 648, 1005]
brief-body: [10, 212, 196, 276]
portrait-frame: [618, 1224, 728, 1374]
person-shape: [428, 508, 458, 563]
article-text: ಅನುಸೂಚಿತ ಜಾತಿ ಮತ್ತು ಬುಡಕಟ್ಟು ಸಮುದಾಯಗಳ ಸಮಸ್ಯೆಗಳು, ಕುಂದುಕೊರತೆಗಳನ್ನು ಸ್ವೀಕರಿಸಿ ಇತ್ಯರ್ಥಪಡಿಸುವ ನಿಟ್ಟಿನಲ್ಲಿ ಜಿಲ್ಲಾಡಳಿತ ಭವನದ ಸಭಾಂಗಣದಲ್ಲಿ ಅಹವಾಲು ಸ್ವೀಕಾರ ಸಭೆ ನಡೆಯಿತು. ಸಮುದಾಯಗಳ ಮುಖಂಡರು ತಮ್ಮ ಗ್ರಾಮಗಳ ಸ್ಮಶಾನ, ರಸ್ತೆ, ಕುಡಿಯುವ ನೀರು, ವಸತಿ, ಭೂಮಿ ಮಂಜೂರಾತಿ ಕುರಿತು ಮನವಿ ಸಲ್ಲಿಸಿದರು. ಈ ವೇಳೆ ಮಾತನಾಡಿದ ಅಧಿಕಾರಿಗಳು ಎಲ್ಲಾ ಅರ್ಜಿಗಳನ್ನು ಪರಿಶೀಲಿಸಿ ನಿಗದಿತ ಅವಧಿಯೊಳಗೆ ಪರಿಹಾರ ಒದಗಿಸಲಾಗುವುದು ಎಂದು ಭರವಸೆ ನೀಡಿದರು. ದೌರ್ಜನ್ಯ ತಡೆ ಕಾಯ್ದೆ ಅಡಿಯಲ್ಲಿ ದಾಖಲಾದ ಪ್ರಕರಣಗಳಲ್ಲಿ ಸಂತ್ರಸ್ತರಿಗೆ ಪರಿಹಾರ ಧನವನ್ನು ಶೀಘ್ರವಾಗಿ ಬಿಡುಗಡೆ ಮಾಡಲು ಸೂಚಿಸಲಾಯಿತು. 18 ವರ್ಷ ಮೇಲ್ಪಟ್ಟವರಿಗೆ ಉದ್ಯೋಗ ತರಬೇತಿ, ಸಾಲ ಸೌಲಭ್ಯ, ವಿದ್ಯಾರ್ಥಿ ನಿಲಯಗಳ ಸೌಲಭ್ಯ ಕುರಿತು ಚರ್ಚಿಸಲಾಯಿತು. 2488 ಪ್ರಕರಣಗಳಲ್ಲಿ ಪರಿಹಾರ ವಿತರಿಸಲಾಗಿದೆ. ಸಭೆಯಲ್ಲಿ ಜಿಲ್ಲಾ ಮಟ್ಟದ ಅಧಿಕಾರಿಗಳು, ಸಮಾಜ ಕಲ್ಯಾಣ ಇಲಾಖೆಯ ಅಧಿಕಾರಿಗಳು, ಪೊಲೀಸ್ ಅಧಿಕಾರಿಗಳು ಹಾಗೂ ಸಮುದಾಯದ ಮುಖಂಡರು ಉಪಸ್ಥಿತರಿದ್ದರು.: [210, 665, 427, 755]
article-text: ನಾಡಿನಲ್ಲಿರುವ ಸರ್ವ ಜನಾಂಗದ ಶಾಂತಿ ತೋಟ ಕಟ್ಟುವ ದಿಕ್ಕಿನಲ್ಲಿ ನಡೆದರೆ, ವಿಶ್ವ ಮಾನವ ಕುವೆಂಪು ಅವರ ಜನ್ಮದಿನ ಆಚರಣೆಗೆ ನಿಜವಾದ ಅರ್ಥ ಬರುತ್ತದೆ ಎಂದು ಅಪರ ಜಿಲ್ಲಾಧಿಕಾರಿ ಎಸ್.ಎ.ಮಂಗಳಾ ಅಭಿಪ್ರಾಯಪಟ್ಟರು. ನಗರದ ಜಿಲ್ಲಾ ರಂಗಮಂದಿರದಲ್ಲಿ ಜಿಲ್ಲಾಡಳಿತ, ಜಿಲ್ಲಾ ಪಂಚಾಯತ್ ಹಾಗೂ ಕನ್ನಡ ಮತ್ತು ಸಂಸ್ಕೃತಿ ಇಲಾಖೆ ವತಿಯಿಂದ ಆಯೋಜಿಸಿದ್ದ ರಾಷ್ಟ್ರಕವಿ ಕುವೆಂಪು ಅವರ ಜನ್ಮದಿನಾಚರಣೆ ಕಾರ್ಯಕ್ರಮವನ್ನು ಉದ್ಘಾಟಿಸಿ ಅವರು ಮಾತನಾಡಿದರು. ಕುವೆಂಪು ಅವರ ಚಿಂತನೆಗಳು ಇಂದಿಗೂ ಪ್ರಸ್ತುತವಾಗಿವೆ. ಜಾತಿ, ಮತ, ಧರ್ಮಗಳನ್ನು ಮೀರಿ ಮಾನವೀಯತೆಯನ್ನು ಎತ್ತಿ ಹಿಡಿದ ಕವಿ ಕುವೆಂಪು. ಮಕ್ಕಳು ಕುವೆಂಪು ಅವರ ಸಾಹಿತ್ಯವನ್ನು ಓದಿ ಅರ್ಥೈಸಿಕೊಳ್ಳಬೇಕು ಎಂದರು. ಮುಖ್ಯ ಭಾಷಣಕಾರರಾಗಿ ಆಗಮಿಸಿದ್ದ ಸಾಹಿತಿಗಳು ಕುವೆಂಪು ಅವರ ಜೀವನ ಮತ್ತು ಸಾಹಿತ್ಯ ಕುರಿತು ಉಪನ್ಯಾಸ ನೀಡಿದರು. ಕಾರ್ಯಕ್ರಮದಲ್ಲಿ ತಹಶೀಲ್ದಾರ್, ಕನ್ನಡ ಮತ್ತು ಸಂಸ್ಕೃತಿ ಇಲಾಖೆಯ ಸಹಾಯಕ ನಿರ್ದೇಶಕರು, ಕನ್ನಡ ಸಾಹಿತ್ಯ ಪರಿಷತ್ ಜಿಲ್ಲಾಧ್ಯಕ್ಷರು ಹಾಗೂ ಗಣ್ಯರು ಉಪಸ್ಥಿತರಿದ್ದರು.: [420, 1389, 595, 1488]
sidebar-box: [782, 445, 940, 585]
divider: [655, 385, 656, 1135]
brief-body: [10, 430, 196, 504]
stage-banner: [750, 872, 850, 894]
article-text: ಸಾಹಿತಿ, ನಾಟಕ ಸಮಾಜ ಸುಧಾರಕ, ದಾರ್ಶನಿಕ ಕವಿ ಕುವೆಂಪು ಅವರು ಕನ್ನಡದ ಕಂಪನ್ನು ವಿಶ್ವಕ್ಕೆ ಪಸರಿಸಿದ ಮಹಾನ್ ಕವಿ ಎಂದು ಅಪರ ಜಿಲ್ಲಾಧಿಕಾರಿ ಸೈಯಿದಾ ಆಯಿಷಾ ತಿಳಿಸಿದರು. ಜಿಲ್ಲಾಡಳಿತ ಭವನದಲ್ಲಿ ಆಯೋಜಿಸಲಾಗಿದ್ದ ವಿಶ್ವಮಾನವ ದಿನಾಚರಣೆ ಕಾರ್ಯಕ್ರಮದಲ್ಲಿ ಕುವೆಂಪು ಅವರ ಭಾವಚಿತ್ರಕ್ಕೆ ಪುಷ್ಪನಮನ ಸಲ್ಲಿಸಿ ಮಾತನಾಡಿದರು. ರಾಷ್ಟ್ರಕವಿ ಕುವೆಂಪು ಅವರು ಕನ್ನಡ ಸಾಹಿತ್ಯಕ್ಕೆ ಜ್ಞಾನಪೀಠ ಪ್ರಶಸ್ತಿ ತಂದುಕೊಟ್ಟ ಮೊದಲ ಕವಿ. ಅವರ ಶ್ರೀ ರಾಮಾಯಣ ದರ್ಶನಂ ಮಹಾಕಾವ್ಯ ಕನ್ನಡ ಸಾಹಿತ್ಯದ ಮೇರುಕೃತಿಯಾಗಿದೆ. ಮನುಜ ಮತ, ವಿಶ್ವ ಪಥ ಎಂಬ ಅವರ ಸಂದೇಶವನ್ನು ಎಲ್ಲರೂ ಪಾಲಿಸಬೇಕು ಎಂದರು. ಕಾರ್ಯಕ್ರಮದಲ್ಲಿ ಕನ್ನಡ ಮತ್ತು ಸಂಸ್ಕೃತಿ ಇಲಾಖೆಯ ಅಧಿಕಾರಿಗಳು, ಸಾಹಿತಿಗಳು, ವಿದ್ಯಾರ್ಥಿಗಳು ಹಾಗೂ ಸಾರ್ವಜನಿಕರು ಉಪಸ್ಥಿತರಿದ್ದರು. ಕುವೆಂಪು ಅವರ ಸಾಹಿತ್ಯ ಕೇವಲ ಕರ್ನಾಟಕಕ್ಕೆ ಸೀಮಿತವಾಗಿಲ್ಲ.: [5, 1361, 267, 1442]
dateline: ಕೋಲಾರ:: [210, 103, 231, 110]
article-text: ರಾಜ್ಯದ ಮುಖ್ಯಮಂತ್ರಿಗಳಾದ ಸಿದ್ದರಾಮಯ್ಯ ಅವರು ಕೋಲಾರ ಜಿಲ್ಲೆಯ ಮಾಲೂರು ತಾಲ್ಲೂಕಿನ ಅಭಿವೃದ್ಧಿ ಕಾಮಗಾರಿಗಳಿಗೆ ಶಂಕುಸ್ಥಾಪನೆ ಮತ್ತು ಉದ್ಘಾಟನೆ ಹಾಗೂ ಫಲಾನುಭವಿಗಳಿಗೆ ಸೌಲಭ್ಯ ವಿತರಣೆ ಕಾರ್ಯಕ್ರಮದಲ್ಲಿ ಭಾಗವಹಿಸಿದರು. ವಿವಿಧ ಇಲಾಖೆಗಳ ಮೂಲಕ ಒಟ್ಟು 169.19 ಕೋಟಿ ರೂಪಾಯಿಯ ಮೊತ್ತದ ಸೌಲಭ್ಯಗಳನ್ನು ಫಲಾನುಭವಿಗಳಿಗೆ ವಿತರಿಸಲಾಯಿತು. ಜಿಲ್ಲೆಯಲ್ಲಿ ಕುಡಿಯುವ ನೀರು, ರಸ್ತೆ, ಶಿಕ್ಷಣ, ಆರೋಗ್ಯ ಕ್ಷೇತ್ರಗಳಿಗೆ ಹೆಚ್ಚಿನ ಆದ್ಯತೆ ನೀಡಲಾಗಿದೆ. ಗ್ಯಾರಂಟಿ ಯೋಜನೆಗಳ ಮೂಲಕ ಜನಸಾಮಾನ್ಯರಿಗೆ ನೆರವು ನೀಡಲಾಗುತ್ತಿದೆ. ಧನ ಸಹಾಯ, ಕಾರ್ಮಿಕರಿಗೆ ಪಿಂಚಣಿ ಯೋಜನೆ, ಅಪಘಾತ ಸಹಾಯ, ಹೆರಿಗೆ ಸಹಾಯ, ಅಂತ್ಯಕ್ರಿಯೆ ವೆಚ್ಚ ಮತ್ತು ಮರಣ ಧನ ಸಹಾಯ, ಶಿಕ್ಷಣ ಸಹಾಯ ಧನ ಸೇರಿದಂತೆ ಒಟ್ಟು 8131 ಫಲಾನುಭವಿಗಳಿಗೆ ಸೌಲಭ್ಯ ವಿತರಿಸಲಾಯಿತು. ಕಾಮಗಾರಿ 51.52 ಕೋಟಿ, ರಸ್ತೆ ಅಭಿವೃದ್ಧಿ ಕಾಮಗಾರಿ 04.00 ಕೋಟಿ, ಎಸ್.ಸಿ.ಪಿ 2.0 ಯೋಜನೆ, ನಗರೋತ್ಥಾನ ಯೋಜನೆ, ಜಲಜೀವನ್ ಮಿಷನ್ ಕಾಮಗಾರಿಗಳು, ಶಾಲಾ ಕೊಠಡಿಗಳ ನಿರ್ಮಾಣ, ಅಂಗನವಾಡಿ ಕಟ್ಟಡಗಳು ಸೇರಿದಂತೆ ಹಲವು ಕಾಮಗಾರಿಗಳಿಗೆ ಚಾಲನೆ ನೀಡಲಾಯಿತು. ಕಾರ್ಯಕ್ರಮದಲ್ಲಿ ಸಚಿವರು, ಶಾಸಕರು, ಜಿಲ್ಲಾಧಿಕಾರಿಗಳು, ಜಿಲ್ಲಾ ಪಂಚಾಯತ್ ಮುಖ್ಯ ಕಾರ್ಯನಿರ್ವಾಹಕ ಅಧಿಕಾರಿಗಳು ಹಾಗೂ ಸಾರ್ವಜನಿಕರು ಉಪಸ್ಥಿತರಿದ್ದರು. ಇ-ಖಾತೆ ವಿತರಣೆ, ಬಿಪಿಎಲ್ ಪಡಿತರ ಚೀಟಿ, ವಸತಿ ಯೋಜನೆ ಮತ್ತು ಹಕ್ಕುಪತ್ರ ವಿತರಣೆ ಮಾಡಲಾಯಿತು. ನಾನು ಸಾರ್ವಜನಿಕರ ಸೇವೆಗೆ ಸದಾ ಸಿದ್ಧನಿದ್ದೇನೆ ಎಂದು ಮುಖ್ಯಮಂತ್ರಿಗಳು ತಿಳಿಸಿದರು.: [394, 103, 940, 184]
person-shape: [513, 588, 563, 648]
dateline: ಕೋಲಾರ:: [662, 1009, 683, 1016]
article-text: ಸಾಹಿತಿ, ನಾಟಕ ಸಮಾಜ ಸುಧಾರಕ, ದಾರ್ಶನಿಕ ಕವಿ ಕುವೆಂಪು ಅವರು ಕನ್ನಡದ ಕಂಪನ್ನು ವಿಶ್ವಕ್ಕೆ ಪಸರಿಸಿದ ಮಹಾನ್ ಕವಿ ಎಂದು ಅಪರ ಜಿಲ್ಲಾಧಿಕಾರಿ ಸೈಯಿದಾ ಆಯಿಷಾ ತಿಳಿಸಿದರು. ಜಿಲ್ಲಾಡಳಿತ ಭವನದಲ್ಲಿ ಆಯೋಜಿಸಲಾಗಿದ್ದ ವಿಶ್ವಮಾನವ ದಿನಾಚರಣೆ ಕಾರ್ಯಕ್ರಮದಲ್ಲಿ ಕುವೆಂಪು ಅವರ ಭಾವಚಿತ್ರಕ್ಕೆ ಪುಷ್ಪನಮನ ಸಲ್ಲಿಸಿ ಮಾತನಾಡಿದರು. ರಾಷ್ಟ್ರಕವಿ ಕುವೆಂಪು ಅವರು ಕನ್ನಡ ಸಾಹಿತ್ಯಕ್ಕೆ ಜ್ಞಾನಪೀಠ ಪ್ರಶಸ್ತಿ ತಂದುಕೊಟ್ಟ ಮೊದಲ ಕವಿ. ಅವರ ಶ್ರೀ ರಾಮಾಯಣ ದರ್ಶನಂ ಮಹಾಕಾವ್ಯ ಕನ್ನಡ ಸಾಹಿತ್ಯದ ಮೇರುಕೃತಿಯಾಗಿದೆ. ಮನುಜ ಮತ, ವಿಶ್ವ ಪಥ ಎಂಬ ಅವರ ಸಂದೇಶವನ್ನು ಎಲ್ಲರೂ ಪಾಲಿಸಬೇಕು ಎಂದರು. ಕಾರ್ಯಕ್ರಮದಲ್ಲಿ ಕನ್ನಡ ಮತ್ತು ಸಂಸ್ಕೃತಿ ಇಲಾಖೆಯ ಅಧಿಕಾರಿಗಳು, ಸಾಹಿತಿಗಳು, ವಿದ್ಯಾರ್ಥಿಗಳು ಹಾಗೂ ಸಾರ್ವಜನಿಕರು ಉಪಸ್ಥಿತರಿದ್ದರು. ಕುವೆಂಪು ಅವರ ಸಾಹಿತ್ಯ ಕೇವಲ ಕರ್ನಾಟಕಕ್ಕೆ ಸೀಮಿತವಾಗಿಲ್ಲ.: [138, 1361, 400, 1442]
dateline: ಕೋಲಾರ:: [10, 102, 31, 109]
article-text: ಚಿಕ್ಕಬಳ್ಳಾಪುರಕ್ಕೆ ಮೆಟ್ರೋ ಯೋಜನೆ ತರುವ ಕನಸು ನನ್ನದಾಗಿದ್ದು, ಅದಕ್ಕಾಗಿ ಸರ್ಕಾರದ ಸಚಿವರು, ಮುಖ್ಯಮಂತ್ರಿ ಹಾಗೂ ಉಪಮುಖ್ಯಮಂತ್ರಿ ಅವರೊಂದಿಗೆ ನಿರಂತರವಾಗಿ ಚರ್ಚೆ ನಡೆಸುತ್ತಿದ್ದೇನೆ. 2033ರ ವೇಳೆಗೆ ಚಿಕ್ಕಬಳ್ಳಾಪುರಕ್ಕೆ ಮೆಟ್ರೋ ಬರುವ ವಿಶ್ವಾಸವಿದೆ ಎಂದು ಶಾಸಕ ಪ್ರದೀಪ್ ಈಶ್ವರ್ ತಿಳಿಸಿದರು. ಜಿಲ್ಲೆಯ ಅಭಿವೃದ್ಧಿಗೆ ಸರ್ಕಾರ ಹೆಚ್ಚಿನ ಅನುದಾನ ನೀಡುತ್ತಿದೆ. ಕ್ಷೇತ್ರದಲ್ಲಿ 20 ವರ್ಷಗಳಿಂದ ಬಾಕಿ ಉಳಿದಿದ್ದ ಕಾಮಗಾರಿಗಳನ್ನು ಪೂರ್ಣಗೊಳಿಸಲಾಗಿದೆ. ಜಿಲ್ಲಾ ಕೇಂದ್ರದಲ್ಲಿ ವೈದ್ಯಕೀಯ ಕಾಲೇಜು, ಸುಸಜ್ಜಿತ ಆಸ್ಪತ್ರೆ, ರಿಂಗ್ ರಸ್ತೆ ನಿರ್ಮಾಣ ಕಾರ್ಯ ಪ್ರಗತಿಯಲ್ಲಿದೆ. ಪ್ರತಿ ಗ್ರಾಮಕ್ಕೂ ಕುಡಿಯುವ ನೀರು ಒದಗಿಸುವ ಕೆಲಸ ನಡೆಯುತ್ತಿದೆ. ಕಾರ್ಯಕ್ರಮದಲ್ಲಿ ಜಿಲ್ಲಾಧಿಕಾರಿ ಪಿ.ಎನ್.ರವೀಂದ್ರ, ಜಿಲ್ಲಾ ಪಂಚಾಯತ್ ಸಿಇಒ, ಉಪವಿಭಾಗಾಧಿಕಾರಿ, ತಹಶೀಲ್ದಾರ್, ನಗರಸಭೆ ಅಧ್ಯಕ್ಷರು, ಸದಸ್ಯರು ಹಾಗೂ ಸಾರ್ವಜನಿಕರು ಉಪಸ್ಥಿತರಿದ್ದರು. ಜನರ: [662, 446, 778, 582]
brand-name: [53, 8, 150, 28]
